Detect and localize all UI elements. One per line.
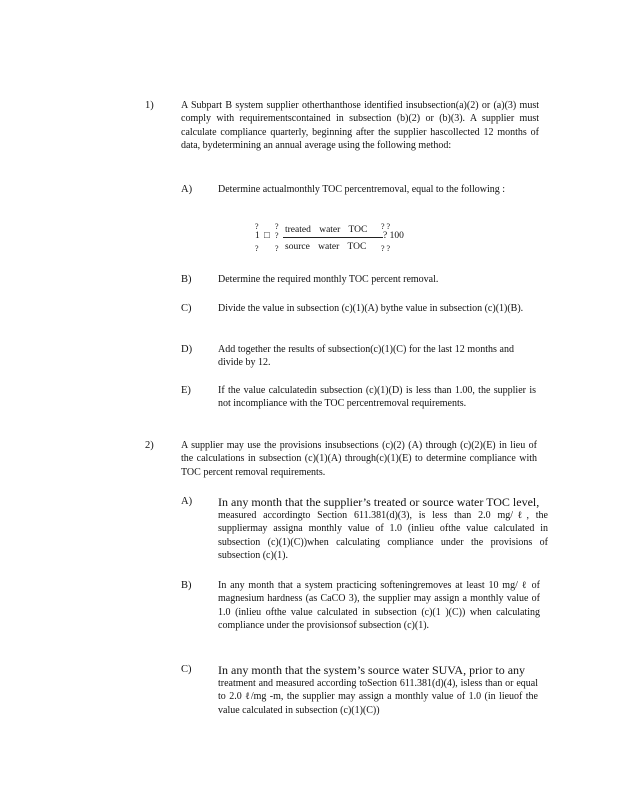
sub-label-1d: D): [181, 344, 193, 355]
item-2-text: A supplier may use the provisions insubsections (c)(2) (A) through (c)(2)(E) in lieu of the calculations in subsection (c)(1)(A) through(c)(1)(E) to determine compliance with TOC percent removal requirements.: [181, 440, 537, 478]
formula-one: 1: [255, 231, 260, 241]
sub-text-1b: Determine the required monthly TOC percent removal.: [218, 274, 439, 285]
sub-label-1a: A): [181, 184, 193, 195]
sub-label-2a: A): [181, 496, 193, 507]
sub-lead-2a: In any month that the supplier’s treated or source water TOC level,: [218, 495, 540, 509]
sub-text-1c: Divide the value in subsection (c)(1)(A) bythe value in subsection (c)(1)(B).: [218, 303, 524, 314]
sub-lead-2c: In any month that the system’s source water SUVA, prior to any: [218, 663, 526, 677]
formula-mark: ? ?: [381, 222, 391, 231]
formula-mark: ?: [255, 222, 259, 231]
item-1-text: A Subpart B system supplier otherthanthose identified insubsection(a)(2) or (a)(3) must comply with requirementscontained in subsection (b)(2) or (b)(3). A supplier must calculate compliance quarterly, beginning after the supplier hascollected 12 months of data, bydetermining an annual average using the following method:: [181, 100, 539, 152]
sub-text-2b: In any month that a system practicing softeningremoves at least 10 mg/ ℓ of magnesium hardness (as CaCO 3), the supplier may assign a monthly value of 1.0 (inlieu ofthe value calculated in subsection (c)(1 )(C)) when calculating compliance under the provisionsof subsection (c)(1).: [218, 580, 540, 632]
sub-body-2c: treatment and measured according toSection 611.381(d)(4), isless than or equal to 2.0 ℓ/mg -m, the supplier may assign a monthly value of 1.0 (in lieuof the value calculated in subsection (c)(1)(C)): [218, 678, 538, 716]
sub-label-2b: B): [181, 580, 192, 591]
formula-mark: ?: [275, 231, 279, 240]
formula-mark: ?: [255, 244, 259, 253]
sub-label-1b: B): [181, 274, 192, 285]
toc-formula: [255, 222, 455, 258]
formula-times-100: ? 100: [383, 231, 404, 241]
sub-label-2c: C): [181, 664, 192, 675]
sub-body-2a: measured accordingto Section 611.381(d)(3), is less than 2.0 mg/ℓ, the suppliermay assigna monthly value of 1.0 (inlieu ofthe value calculated in subsection (c)(1)(C))when calculating compliance under the provisions of subsection (c)(1).: [218, 510, 548, 562]
sub-text-1d: Add together the results of subsection(c)(1)(C) for the last 12 months and divide by 12.: [218, 344, 514, 369]
sub-text-1a: Determine actualmonthly TOC percentremoval, equal to the following :: [218, 184, 506, 195]
sub-label-1c: C): [181, 303, 192, 314]
formula-mark: ?: [275, 222, 279, 231]
sub-text-1e: If the value calculatedin subsection (c)(1)(D) is less than 1.00, the supplier is not incompliance with the TOC percentremoval requirements.: [218, 385, 536, 410]
formula-numerator: treated water TOC: [285, 225, 368, 235]
formula-mark: ?: [275, 244, 279, 253]
formula-mark: ? ?: [381, 244, 391, 253]
sub-text-2a: [218, 495, 548, 563]
item-number-1: 1): [145, 100, 154, 111]
fraction-bar: [283, 237, 383, 238]
formula-denominator: source water TOC: [285, 242, 367, 252]
sub-text-2c: [218, 663, 538, 717]
formula-minus-box: □: [264, 231, 270, 241]
item-number-2: 2): [145, 440, 154, 451]
sub-label-1e: E): [181, 385, 191, 396]
